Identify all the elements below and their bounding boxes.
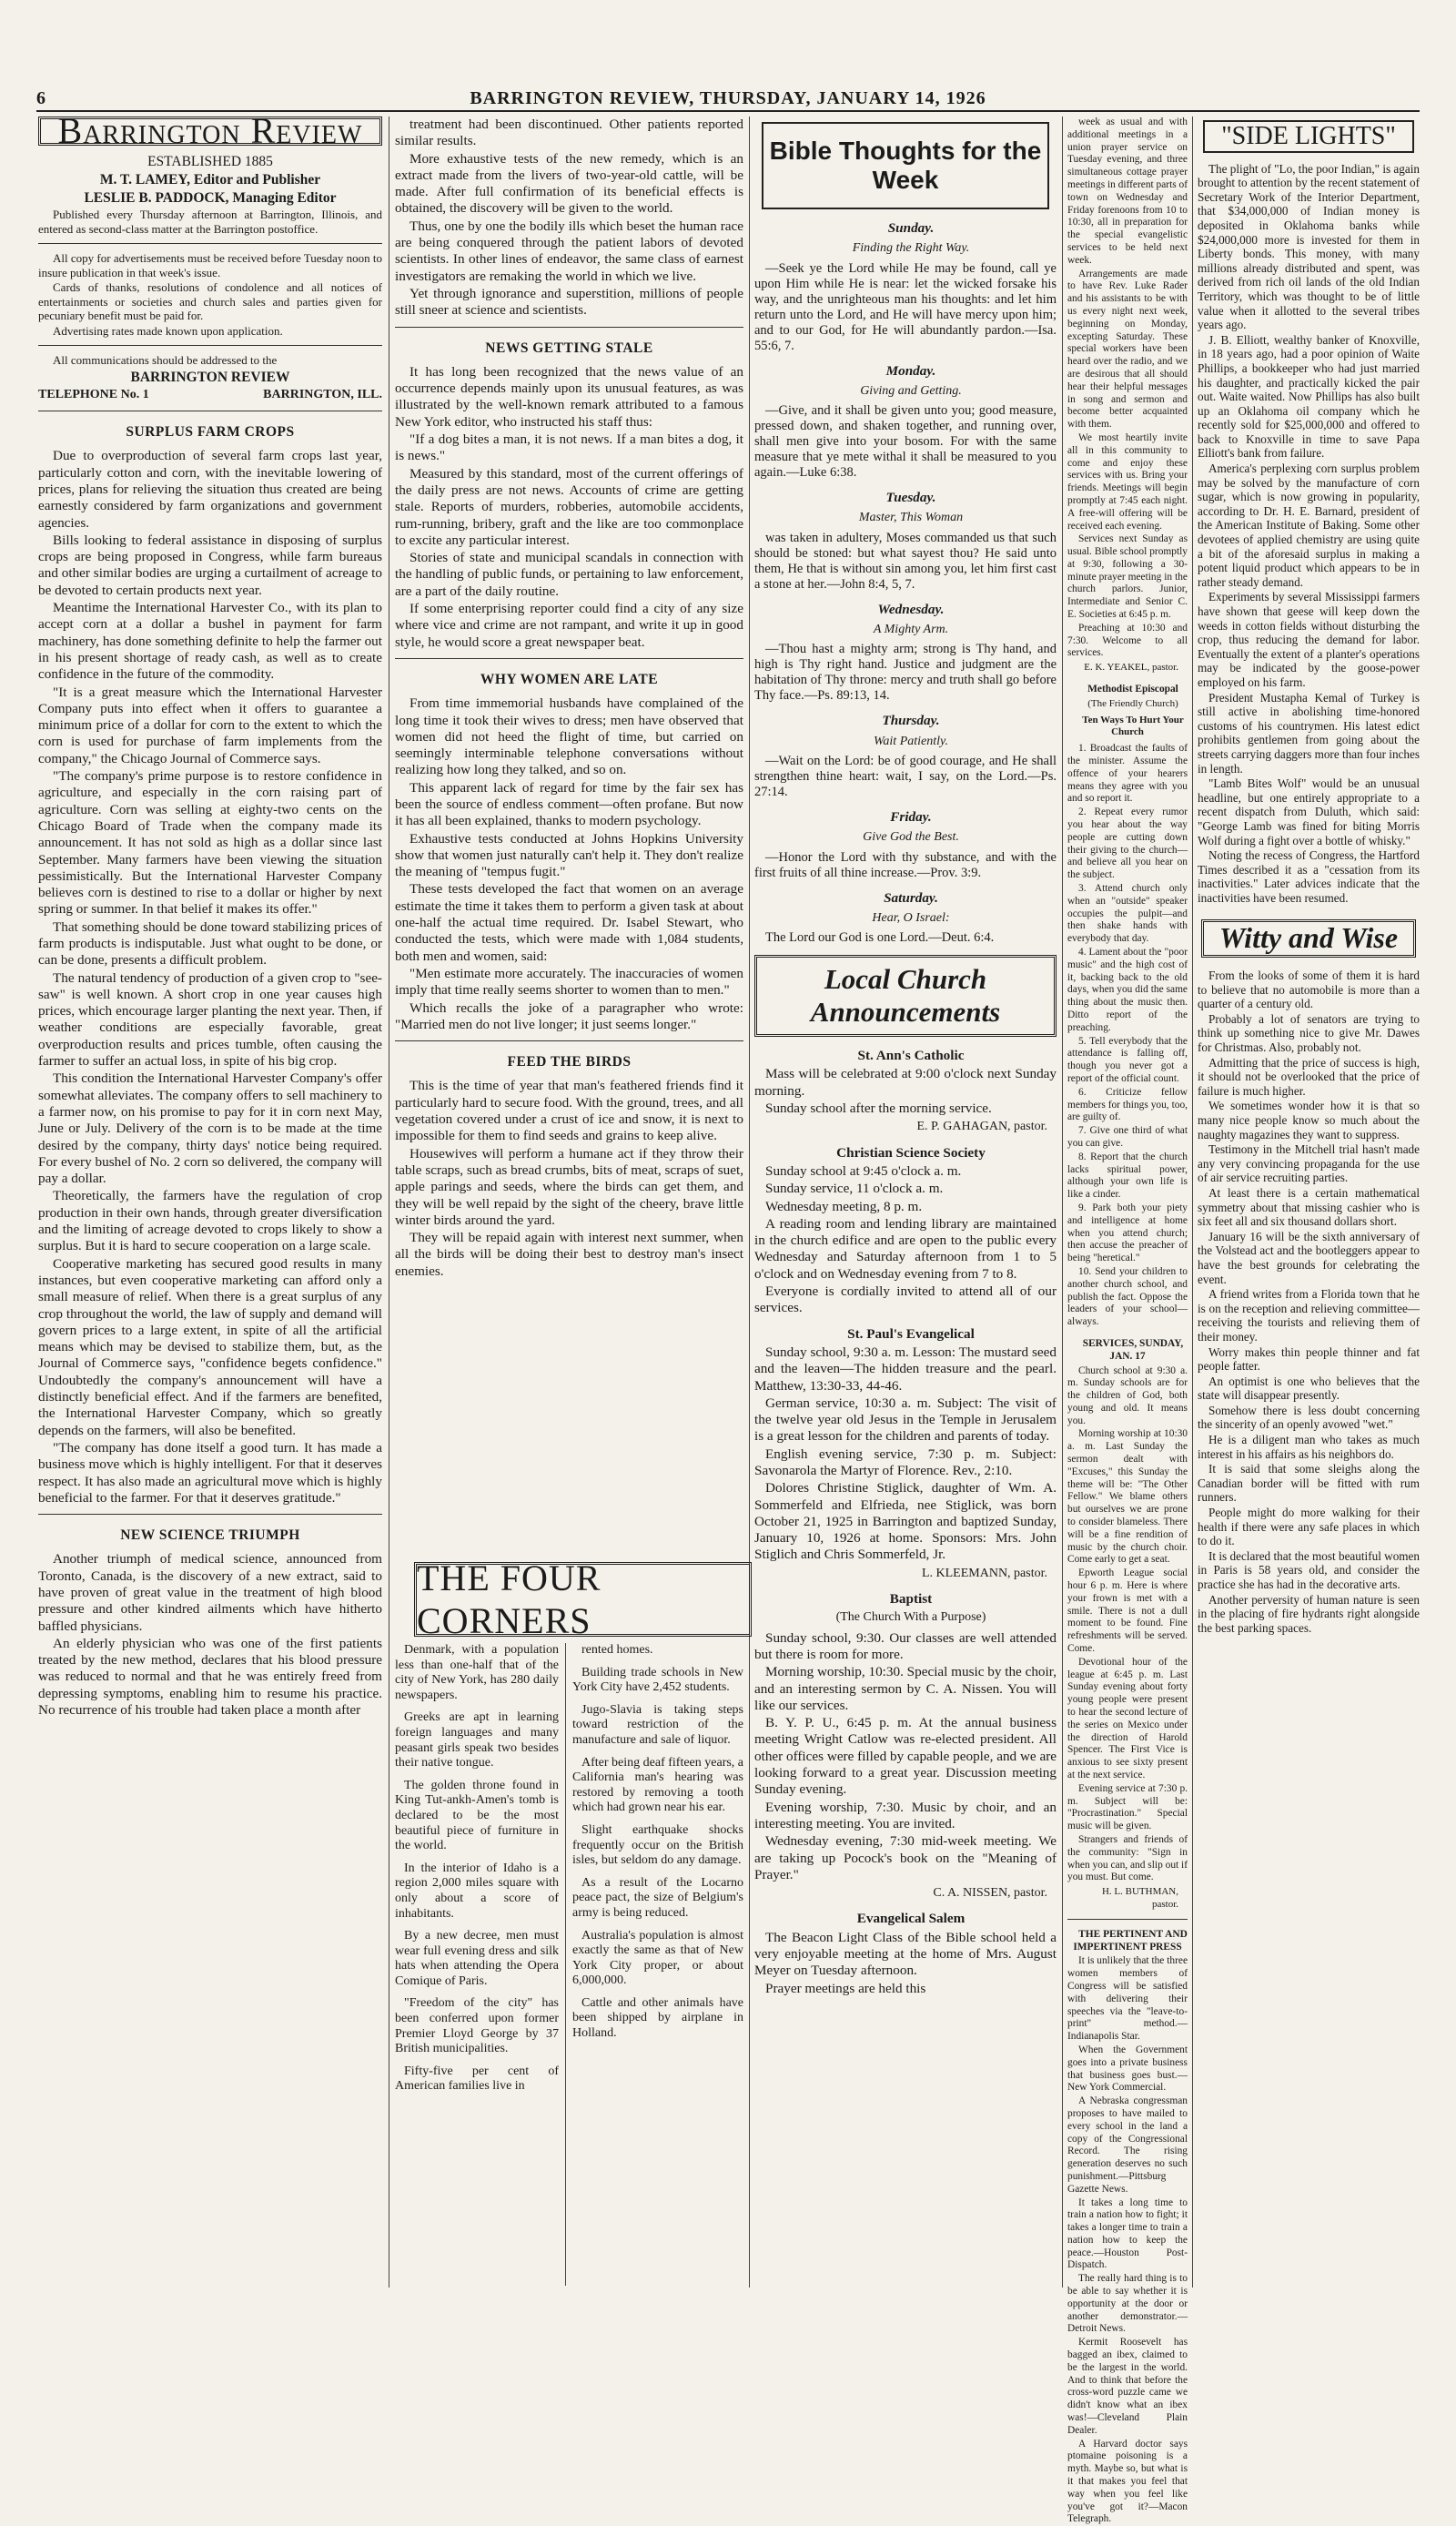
fact-item: By a new decree, men must wear full evening dress and silk hats when attending the Opera Comique of Paris. bbox=[395, 1929, 559, 1988]
article-paragraph: Thus, one by one the bodily ills which beset the human race are being conquered through the patient labors of devoted scientists. In other lines of endeavor, the same class of earnest investigators are remaking the world in which we live. bbox=[395, 218, 743, 284]
article-paragraph: An elderly physician who was one of the first patients treated by the new method, declares that his blood pressure was reduced to normal and that he was entirely freed from depressing symptoms, enabling him to resume his practice. No recurrence of his trouble had taken place a month after bbox=[38, 1635, 382, 1719]
four-corners-rule bbox=[565, 1643, 566, 2286]
church-paragraph: Services next Sunday as usual. Bible school promptly at 9:30, following a 30-minute prayer meeting in the church parlors. Junior, Intermediate and Senior C. E. Societies at 6:45 p. m. bbox=[1067, 533, 1188, 621]
article-paragraph: If some enterprising reporter could find a city of any size where vice and crime are not rampant, and write it up in good style, he would score a great newspaper beat. bbox=[395, 601, 743, 650]
column-4 bbox=[1067, 117, 1188, 2525]
established-line: ESTABLISHED 1885 bbox=[147, 154, 273, 170]
services-heading: SERVICES, SUNDAY, JAN. 17 bbox=[1082, 1337, 1184, 1362]
church-paragraph: Dolores Christine Stiglick, daughter of Wm. A. Sommerfeld and Elfrieda, nee Stiglick, was born October 21, 1925 in Barrington and baptized Sunday, January 10, 1926 at home. Sponsors: Mrs. John Stiglich and Chris Sommerfeld, Jr. bbox=[754, 1480, 1057, 1563]
church-paragraph: Morning worship, 10:30. Special music by the choir, and an interesting sermon by C. A. Nissen. You will like our services. bbox=[754, 1664, 1057, 1713]
witty-item: It is said that some sleighs along the Canadian border will be fitted with rum runners. bbox=[1198, 1462, 1420, 1505]
church-name: Methodist Episcopal bbox=[1087, 684, 1178, 695]
fact-item: In the interior of Idaho is a region 2,000 miles square with only about a score of inhabitants. bbox=[395, 1861, 559, 1921]
article-paragraph: "If a dog bites a man, it is not news. If a man bites a dog, it is news." bbox=[395, 431, 743, 464]
list-item: 2. Repeat every rumor you hear about the way people are cutting down their giving to the church—and believe all you hear on the subject. bbox=[1067, 806, 1188, 881]
article-paragraph: This is the time of year that man's feathered friends find it particularly hard to secure food. With the ground, trees, and all vegetation covered under a crust of ice and snow, it is next to impossible for them to find seeds and grains to keep alive. bbox=[395, 1078, 743, 1144]
church-paragraph: Mass will be celebrated at 9:00 o'clock next Sunday morning. bbox=[754, 1066, 1057, 1099]
press-quote: It takes a long time to train a nation how to fight; it takes a longer time to train a nation how to keep the peace.—Houston Post-Dispatch. bbox=[1067, 2196, 1188, 2271]
side-light-item: America's perplexing corn surplus problem may be solved by the manufacture of corn sugar, which is now growing in popularity, according to Dr. H. E. Barnard, president of the American Institute of Baking. Some other devotees of applied chemistry are using quite a bit of the aforesaid surplus in making a potent liquid product which appears to be in rather steady demand. bbox=[1198, 462, 1420, 589]
bible-day-friday: Friday. Give God the Best. —Honor the Lord with thy substance, and with the first fruits of all thine increase.—Prov. 3:9. bbox=[754, 808, 1057, 880]
press-quote: It is unlikely that the three women members of Congress will be satisfied with delivering their speeches via the "leave-to-print" method.—Indianapolis Star. bbox=[1067, 1955, 1188, 2043]
press-quote: A Harvard doctor says ptomaine poisoning is a myth. Maybe so, but what is it that makes you feel that way when you feel like you've got it?—Macon Telegraph. bbox=[1067, 2438, 1188, 2525]
fact-item: "Freedom of the city" has been conferred upon former Premier Lloyd George by 37 British municipalities. bbox=[395, 1996, 559, 2056]
page-number: 6 bbox=[36, 87, 46, 108]
bible-day-saturday: Saturday. Hear, O Israel: The Lord our God is one Lord.—Deut. 6:4. bbox=[765, 889, 995, 946]
church-paragraph: Everyone is cordially invited to attend all of our services. bbox=[754, 1283, 1057, 1316]
bible-thoughts-headline: Bible Thoughts for the Week bbox=[762, 122, 1049, 209]
church-paragraph: Sunday school after the morning service. bbox=[765, 1101, 992, 1117]
article-paragraph: treatment had been discontinued. Other patients reported similar results. bbox=[395, 117, 743, 149]
article-paragraph: That something should be done toward stabilizing prices of farm products is indisputable. Just what ought to be done, or can be done, presents a difficult problem. bbox=[38, 918, 382, 969]
fact-item: Cattle and other animals have been shipped by airplane in Holland. bbox=[572, 1995, 743, 2041]
article-paragraph: Which recalls the joke of a paragrapher who wrote: "Married men do not live longer; it just seems longer." bbox=[395, 999, 743, 1032]
witty-item: People might do more walking for their health if there were any safe places in which to do it. bbox=[1198, 1506, 1420, 1548]
cards-note: Cards of thanks, resolutions of condolence and all notices of entertainments or societies and church sales and parties given for pecuniary benefit must be paid for. bbox=[38, 280, 382, 323]
fact-item: Jugo-Slavia is taking steps toward restriction of the manufacture and sale of liquor. bbox=[572, 1702, 743, 1747]
rates-note: Advertising rates made known upon application. bbox=[53, 323, 283, 338]
fact-item: As a result of the Locarno peace pact, the size of Belgium's army is being reduced. bbox=[572, 1875, 743, 1920]
press-quote: When the Government goes into a private business that business goes bust.—New York Commercial. bbox=[1067, 2044, 1188, 2094]
article-paragraph: The natural tendency of production of a given crop to "see-saw" is well known. A short crop in one year causes high prices, which encourage larger planting the next year. Then, if weather conditions are especially favorable, great overproduction results and prices tumble, often causing the farmer to suffer an actual loss, in spite of his big crop. bbox=[38, 969, 382, 1070]
bible-day-sunday: Sunday. Finding the Right Way. —Seek ye the Lord while He may be found, call ye upon Him while He is near: let the wicked forsake his way, and the unrighteous man his thoughts: and let him return unto the Lord, and He will have mercy upon him; and to our God, for He will abundantly pardon.—Isa. 55:6, 7. bbox=[754, 220, 1057, 353]
church-paragraph: English evening service, 7:30 p. m. Subject: Savonarola the Martyr of Florence. Rev., 2:10. bbox=[754, 1446, 1057, 1478]
church-paragraph: Church school at 9:30 a. m. Sunday schools are for the children of God, both young and old. It means you. bbox=[1067, 1364, 1188, 1426]
church-paragraph: The Beacon Light Class of the Bible school held a very enjoyable meeting at the home of Mrs. August Meyer on Tuesday afternoon. bbox=[754, 1929, 1057, 1979]
bible-day-tuesday: Tuesday. Master, This Woman was taken in adultery, Moses commanded us that such should be stoned: but what sayest thou? He said unto them, He that is without sin among you, let him first cast a stone at her.—John 8:4, 5, 7. bbox=[754, 490, 1057, 592]
list-item: 5. Tell everybody that the attendance is falling off, though you never got a report of the official count. bbox=[1067, 1035, 1188, 1084]
church-paragraph: We most heartily invite all in this community to come and enjoy these services with us. Bring your friends. Meetings will begin promptly at 7:45 each night. A free-will offering will be received each evening. bbox=[1067, 431, 1188, 532]
column-3 bbox=[754, 117, 1057, 2288]
side-light-item: President Mustapha Kemal of Turkey is still active in abolishing time-honored customs of his countrymen. His latest edict prohibits gentlemen from going about the streets carrying daggers more than four inches in length. bbox=[1198, 690, 1420, 776]
church-subtitle: (The Friendly Church) bbox=[1087, 697, 1178, 709]
fact-item: Denmark, with a population less than one-half that of the city of New York, has 280 daily newspapers. bbox=[395, 1643, 559, 1702]
article-paragraph: "The company has done itself a good turn. It has made a business move which is highly intelligent. For that it deserves respect. It has also made an agricultural move which is highly beneficial to the farmer. For that it deserves gratitude." bbox=[38, 1439, 382, 1506]
local-church-headline: Local Church Announcements bbox=[754, 955, 1057, 1037]
editor-line: M. T. LAMEY, Editor and Publisher bbox=[99, 172, 321, 188]
article-paragraph: Cooperative marketing has secured good results in many instances, but even cooperative marketing can afford only a small measure of relief. When there is a great surplus of any crop throughout the world, the law of supply and demand will govern prices to a large extent, in spite of all the artificial means which may be devised to stabilize them, but, as the Journal of Commerce says, "confidence begets confidence." Undoubtedly the company's announcement will have a distinctly beneficial effect. And if the farmers are benefited, the International Harvester Company, which so greatly depends on the farmers, will also be benefited. bbox=[38, 1255, 382, 1438]
pastor-signature: L. KLEEMANN, pastor. bbox=[921, 1566, 1047, 1580]
witty-item: Testimony in the Mitchell trial hasn't made any very convincing propaganda for the use of air service recruiting parties. bbox=[1198, 1142, 1420, 1185]
article-paragraph: This condition the International Harvester Company's offer somewhat alleviates. The company offers to sell machinery to a farmer now, on his promise to pay for it in corn next May, June or July. Delivery of the corn is to be made at the time desired by the company, thirty days' notice being required. For every bushel of No. 2 corn so delivered, the company will pay a dollar. bbox=[38, 1070, 382, 1187]
telephone-number: TELEPHONE No. 1 bbox=[38, 387, 149, 401]
copy-note: All copy for advertisements must be received before Tuesday noon to insure publication in that week's issue. bbox=[38, 251, 382, 279]
church-paragraph: Wednesday meeting, 8 p. m. bbox=[765, 1198, 923, 1214]
church-paragraph: German service, 10:30 a. m. Subject: The visit of the twelve year old Jesus in the Temple in Jerusalem is a great lesson for the children and parents of today. bbox=[754, 1395, 1057, 1445]
church-paragraph: Wednesday evening, 7:30 mid-week meeting. We are taking up Pocock's book on the "Meaning of Prayer." bbox=[754, 1833, 1057, 1882]
church-paragraph: Evening worship, 7:30. Music by choir, and an interesting meeting. You are invited. bbox=[754, 1799, 1057, 1831]
church-paragraph: Sunday school at 9:45 o'clock a. m. bbox=[765, 1162, 962, 1179]
witty-item: January 16 will be the sixth anniversary of the Volstead act and the bootleggers appear to have the best grounds for celebrating the event. bbox=[1198, 1229, 1420, 1286]
four-corners-column-b bbox=[572, 1643, 743, 2285]
pastor-signature: H. L. BUTHMAN, pastor. bbox=[1101, 1886, 1178, 1910]
list-item: 3. Attend church only when an "outside" speaker occupies the pulpit—and then shake hands with everybody that day. bbox=[1067, 883, 1188, 945]
witty-item: It is declared that the most beautiful women in Paris is 58 years old, and consider the practice she has had in the decorative arts. bbox=[1198, 1548, 1420, 1591]
church-paragraph: Devotional hour of the league at 6:45 p. m. Last Sunday evening about forty young people were present to hear the second lecture of the series on Mexico under the direction of Harold Spencer. The First Vice is anxious to see sixty present at the next service. bbox=[1067, 1656, 1188, 1780]
church-name: Christian Science Society bbox=[836, 1144, 986, 1161]
church-paragraph: Prayer meetings are held this bbox=[765, 1980, 926, 1996]
church-subtitle: (The Church With a Purpose) bbox=[835, 1610, 986, 1625]
witty-item: Somehow there is less doubt concerning the sincerity of an openly avowed "wet." bbox=[1198, 1403, 1420, 1432]
article-paragraph: Theoretically, the farmers have the regulation of crop production in their own hands, through greater diversification and the limiting of acreage devoted to crops likely to show a surplus. But it is hard to secure cooperation on a large scale. bbox=[38, 1188, 382, 1254]
women-headline: WHY WOMEN ARE LATE bbox=[480, 671, 659, 687]
four-corners-column-a bbox=[395, 1643, 559, 2285]
church-name: St. Ann's Catholic bbox=[857, 1048, 965, 1064]
fact-item: Greeks are apt in learning foreign languages and many peasant girls speak two besides their native tongue. bbox=[395, 1710, 559, 1770]
news-headline: NEWS GETTING STALE bbox=[485, 340, 653, 356]
witty-item: We sometimes wonder how it is that so many nice people know so much about the naughty magazines they want to suppress. bbox=[1198, 1099, 1420, 1141]
witty-and-wise-headline: Witty and Wise bbox=[1201, 919, 1416, 958]
church-name: St. Paul's Evangelical bbox=[847, 1325, 975, 1342]
church-paragraph: B. Y. P. U., 6:45 p. m. At the annual business meeting Wright Catlow was re-elected president. All other offices were filled by capable people, and we are looking forward to a great year. Discussion meeting Sunday evening. bbox=[754, 1715, 1057, 1798]
address-note: All communications should be addressed to the bbox=[53, 353, 278, 368]
church-paragraph: Sunday school, 9:30 a. m. Lesson: The mustard seed and the leaven—The hidden treasure and the pearl. Matthew, 13:30-33, 44-46. bbox=[754, 1344, 1057, 1394]
article-paragraph: More exhaustive tests of the new remedy, which is an extract made from the livers of two-year-old cattle, will be made. After full confirmation of its beneficial effects is obtained, the discovery will be given to the world. bbox=[395, 150, 743, 217]
article-paragraph: Due to overproduction of several farm crops last year, particularly cotton and corn, with the inevitable lowering of prices, plans for relieving the situation thus created are being earnestly considered by farm organizations and government agencies. bbox=[38, 448, 382, 531]
church-paragraph: Preaching at 10:30 and 7:30. Welcome to all services. bbox=[1067, 622, 1188, 659]
four-corners-title: THE FOUR CORNERS bbox=[414, 1562, 752, 1637]
church-name: Evangelical Salem bbox=[856, 1911, 966, 1927]
witty-item: Admitting that the price of success is high, it should not be overlooked that the price of failure is much higher. bbox=[1198, 1055, 1420, 1098]
article-paragraph: This apparent lack of regard for time by the fair sex has been the source of endless comment—often profane. But now it has all been explained, thanks to modern psychology. bbox=[395, 779, 743, 829]
fact-item: rented homes. bbox=[581, 1643, 653, 1657]
fact-item: The golden throne found in King Tut-ankh-Amen's tomb is declared to be the most beautiful piece of furniture in the world. bbox=[395, 1778, 559, 1853]
running-title: BARRINGTON REVIEW, THURSDAY, JANUARY 14, 1926 bbox=[470, 87, 986, 108]
church-paragraph: Sunday school, 9:30. Our classes are well attended but there is room for more. bbox=[754, 1629, 1057, 1662]
birds-headline: FEED THE BIRDS bbox=[507, 1054, 632, 1070]
article-paragraph: "The company's prime purpose is to restore confidence in agriculture, and especially in the corn raising part of agriculture. Corn was selling at eighty-two cents on the Chicago Board of Trade when the company made its announcement. It has not sold as high as a dollar since last September. Many farmers have been viewing the situation pessimistically. But the International Harvester Company believes corn is destined to rise to a dollar or higher by next spring or summer. In that belief it makes its offer." bbox=[38, 768, 382, 918]
witty-item: At least there is a certain mathematical symmetry about that missing cashier who is six feet all and six thousand dollars short. bbox=[1198, 1185, 1420, 1229]
witty-item: From the looks of some of them it is hard to believe that no automobile is more than a quarter of a century old. bbox=[1198, 969, 1420, 1011]
side-light-item: J. B. Elliott, wealthy banker of Knoxville, in 18 years ago, had a poor opinion of Waite Phillips, a bookkeeper who had just married his daughter, and practically kicked the pair out. Waite waited. Now Phillips has also built up an Oklahoma oil company which he recently sold for $25,000,000 and offered to back to Knoxville in time to save Papa Elliott's bank from failure. bbox=[1198, 332, 1420, 461]
church-paragraph: A reading room and lending library are maintained in the church edifice and are open to the public every Wednesday and Saturday afternoon from 1 to 5 o'clock and on Wednesday evening from 7 to 8. bbox=[754, 1215, 1057, 1282]
side-light-item: The plight of "Lo, the poor Indian," is again brought to attention by the recent statement of Secretary Work of the Interior Department, that $34,000,000 of Indian money is deposited in Oklahoma banks while $24,000,000 more is invested for them in Liberty bonds. This money, with many millions already distributed and spent, was derived from rich oil lands of the old Indian Territory, which was thought to be of little value when it allotted to the several tribes years ago. bbox=[1198, 161, 1420, 332]
column-2 bbox=[395, 117, 743, 1555]
pastor-signature: E. K. YEAKEL, pastor. bbox=[1084, 662, 1178, 674]
press-headline: THE PERTINENT AND IMPERTINENT PRESS bbox=[1073, 1928, 1188, 1953]
location-text: BARRINGTON, ILL. bbox=[263, 387, 382, 401]
press-quote: A Nebraska congressman proposes to have mailed to every school in the land a copy of the Congressional Record. The rising generation deserves no such punishment.—Pittsburg Gazette News. bbox=[1067, 2095, 1188, 2195]
side-light-item: Noting the recess of Congress, the Hartford Times described it as a "cessation from its inactivities." Later advices indicate that the inactivities have been resumed. bbox=[1198, 848, 1420, 905]
fact-item: Fifty-five per cent of American families live in bbox=[395, 2064, 559, 2094]
witty-item: An optimist is one who believes that the state will disappear presently. bbox=[1198, 1374, 1420, 1403]
list-item: 6. Criticize fellow members for things you, too, are guilty of. bbox=[1067, 1086, 1188, 1123]
list-item: 4. Lament about the "poor music" and the high cost of it, backing back to the old days, when you did the same thing about the music then. Ditto report of the preaching. bbox=[1067, 947, 1188, 1033]
telephone-line bbox=[38, 387, 382, 403]
church-paragraph: week as usual and with additional meetings in a union prayer service on Tuesday evening, and three simultaneous cottage prayer meetings in different parts of town on Wednesday and Friday forenoons from 10 to 10:30, all in preparation for the special evangelistic services to be held next week. bbox=[1067, 117, 1188, 266]
witty-item: Another perversity of human nature is seen in the placing of fire hydrants right alongside the best parking spaces. bbox=[1198, 1592, 1420, 1635]
page-folio bbox=[36, 86, 1420, 112]
article-paragraph: "Men estimate more accurately. The inaccuracies of women imply that time really seems shorter to women than to men." bbox=[395, 965, 743, 999]
fact-item: Building trade schools in New York City have 2,452 students. bbox=[572, 1665, 743, 1695]
article-paragraph: Measured by this standard, most of the current offerings of the daily press are not news. Accounts of crime are getting stale. Reports of murders, robberies, automobile accidents, rum-running, bribery, graft and the like are too commonplace to excite any particular interest. bbox=[395, 465, 743, 548]
article-paragraph: "It is a great measure which the International Harvester Company puts into effect when it offers to guarantee a minimum price of a dollar for corn to the extent to which the corn is used for purchase of farm implements from the company," the Chicago Journal of Commerce says. bbox=[38, 684, 382, 766]
bible-day-wednesday: Wednesday. A Mighty Arm. —Thou hast a mighty arm; strong is Thy hand, and high is Thy right hand. Justice and judgment are the habitation of Thy throne: mercy and truth shall go before Thy face.—Ps. 89:13, 14. bbox=[754, 601, 1057, 704]
surplus-headline: SURPLUS FARM CROPS bbox=[126, 424, 295, 441]
church-paragraph: Evening service at 7:30 p. m. Subject will be: "Procrastination." Special music will be given. bbox=[1067, 1782, 1188, 1832]
pastor-signature: E. P. GAHAGAN, pastor. bbox=[916, 1120, 1047, 1134]
fact-item: Australia's population is almost exactly the same as that of New York City proper, or about 6,000,000. bbox=[572, 1928, 743, 1988]
science-headline: NEW SCIENCE TRIUMPH bbox=[120, 1527, 300, 1544]
article-paragraph: They will be repaid again with interest next summer, when all the birds will be doing their best to destroy man's insect enemies. bbox=[395, 1230, 743, 1279]
address-name: BARRINGTON REVIEW bbox=[130, 369, 290, 385]
church-paragraph: Morning worship at 10:30 a. m. Last Sunday the sermon dealt with "Excuses," this Sunday the theme will be: "The Other Fellow." We blame others but ourselves we are prone to consider blameless. There will be a fine rendition of music by the church choir. Come early to get a seat. bbox=[1067, 1428, 1188, 1566]
list-heading: Ten Ways To Hurt Your Church bbox=[1082, 714, 1184, 738]
witty-item: Probably a lot of senators are trying to think up something nice to give Mr. Dawes for Christmas. Also, probably not. bbox=[1198, 1011, 1420, 1055]
article-paragraph: Housewives will perform a humane act if they throw their table scraps, such as bread crumbs, bits of meat, scraps of suet, apple parings and seeds, where the birds can get them, and they will be well repaid by the sight of the cheery, brave little winter birds around the yard. bbox=[395, 1145, 743, 1228]
witty-item: A friend writes from a Florida town that he is on the reception and relieving committee—receiving the tourists and relieving them of their money. bbox=[1198, 1287, 1420, 1344]
press-quote: The really hard thing is to be able to say whether it is opportunity at the door or another demonstrator.—Detroit News. bbox=[1067, 2273, 1188, 2335]
article-paragraph: Stories of state and municipal scandals in connection with the handling of public funds, or pertaining to law enforcement, are a part of the daily routine. bbox=[395, 550, 743, 599]
masthead-title: Barrington Review bbox=[38, 117, 382, 146]
column-rule bbox=[1062, 117, 1063, 2288]
bible-day-monday: Monday. Giving and Getting. —Give, and it shall be given unto you; good measure, pressed down, and shaken together, and running over, shall men give into your bosom. For with the same measure that ye mete withal it shall be measured to you again.—Luke 6:38. bbox=[754, 362, 1057, 481]
witty-item: He is a diligent man who takes as much interest in his affairs as his neighbors do. bbox=[1198, 1433, 1420, 1461]
list-item: 9. Park both your piety and intelligence at home when you attend church; then accuse the preacher of being "heretical." bbox=[1067, 1202, 1188, 1264]
managing-editor-line: LESLIE B. PADDOCK, Managing Editor bbox=[84, 190, 337, 207]
list-item: 1. Broadcast the faults of the minister. Assume the offence of your hearers means they agree with you and so report it. bbox=[1067, 743, 1188, 805]
article-paragraph: Yet through ignorance and superstition, millions of people still sneer at science and scientists. bbox=[395, 285, 743, 319]
church-paragraph: Epworth League social hour 6 p. m. Here is where your frown is met with a smile. There is not a dull moment to be found. Fine refreshments will be served. Come. bbox=[1067, 1567, 1188, 1655]
church-paragraph: Strangers and friends of the community: "Sign in when you can, and slip out if you must. But come. bbox=[1067, 1833, 1188, 1883]
church-paragraph: Sunday service, 11 o'clock a. m. bbox=[765, 1181, 944, 1197]
column-1 bbox=[38, 110, 382, 2288]
article-paragraph: From time immemorial husbands have complained of the long time it took their wives to dress; men have observed that women did not heed the flight of time, but carried on seemingly interminable telephone conversations without realizing how long they talked, and so on. bbox=[395, 695, 743, 778]
column-rule bbox=[749, 117, 750, 2288]
church-paragraph: Arrangements are made to have Rev. Luke Rader and his assistants to be with us every night next week, beginning on Monday, excepting Saturday. These special workers have been heard over the radio, and we are desirous that all should hear their helpful messages in song and sermon and become better acquainted with them. bbox=[1067, 268, 1188, 431]
witty-item: Worry makes thin people thinner and fat people fatter. bbox=[1198, 1344, 1420, 1374]
article-paragraph: Another triumph of medical science, announced from Toronto, Canada, is the discovery of a new extract, said to have proven of great value in the treatment of high blood pressure and other kindred ailments which have hitherto baffled physicians. bbox=[38, 1551, 382, 1634]
press-quote: Kermit Roosevelt has bagged an ibex, claimed to be the largest in the world. And to think that before the cross-word puzzle came we didn't know what an ibex was!—Cleveland Plain Dealer. bbox=[1067, 2337, 1188, 2436]
list-item: 10. Send your children to another church school, and publish the fact. Oppose the leaders of your school—always. bbox=[1067, 1265, 1188, 1328]
fact-item: After being deaf fifteen years, a California man's hearing was restored by removing a tooth which had grown near his ear. bbox=[572, 1755, 744, 1815]
side-light-item: "Lamb Bites Wolf" would be an unusual headline, but one entirely appropriate to a recent dispatch from Duluth, which said: "George Lamb was fined for biting Morris Wolf during a fight over a bottle of whisky." bbox=[1198, 776, 1420, 847]
article-paragraph: Meantime the International Harvester Co., with its plan to accept corn at a dollar a bushel in payment for farm machinery, has done something definite to help the farmer out in his present shortage of ready cash, as well as to create confidence in the future of the commodity. bbox=[38, 600, 382, 683]
pastor-signature: C. A. NISSEN, pastor. bbox=[933, 1886, 1047, 1901]
side-lights-headline: "SIDE LIGHTS" bbox=[1203, 120, 1414, 153]
fact-item: Slight earthquake shocks frequently occur on the British isles, but seldom do any damage. bbox=[572, 1822, 743, 1868]
publication-note: Published every Thursday afternoon at Barrington, Illinois, and entered as second-class matter at the Barrington postoffice. bbox=[38, 208, 382, 236]
article-paragraph: Bills looking to federal assistance in disposing of surplus crops are being proposed in Congress, while farm bureaus and other similar bodies are urging a curtailment of acreage to be devoted to certain products next year. bbox=[38, 532, 382, 598]
article-paragraph: It has long been recognized that the news value of an occurrence depends mainly upon its unusual features, as was illustrated by the well-known remark attributed to a famous New York editor, who instructed his staff thus: bbox=[395, 363, 743, 430]
article-paragraph: Exhaustive tests conducted at Johns Hopkins University show that women just naturally can't help it. They don't realize the meaning of "tempus fugit." bbox=[395, 830, 743, 880]
church-name: Baptist bbox=[889, 1591, 933, 1608]
side-light-item: Experiments by several Mississippi farmers have shown that geese will keep down the weeds in cotton fields without disturbing the crop, thus reducing the demand for labor. Eventually the extent of a planter's operations may be indicated by the goose-power employed on his farm. bbox=[1198, 590, 1420, 689]
bible-day-thursday: Thursday. Wait Patiently. —Wait on the Lord: be of good courage, and He shall strengthen thine heart: wait, I say, on the Lord.—Ps. 27:14. bbox=[754, 713, 1057, 799]
column-rule bbox=[1192, 117, 1193, 2288]
list-item: 8. Report that the church lacks spiritual power, although your own life is like a cinder. bbox=[1067, 1151, 1188, 1201]
article-paragraph: These tests developed the fact that women on an average estimate the time it takes them to perform a given task at about one-half the actual time required. Dr. Isabel Stewart, who conducted the tests, which were made with 1,084 students, both men and women, said: bbox=[395, 881, 743, 964]
list-item: 7. Give one third of what you can give. bbox=[1067, 1125, 1188, 1149]
column-5 bbox=[1198, 117, 1420, 2288]
